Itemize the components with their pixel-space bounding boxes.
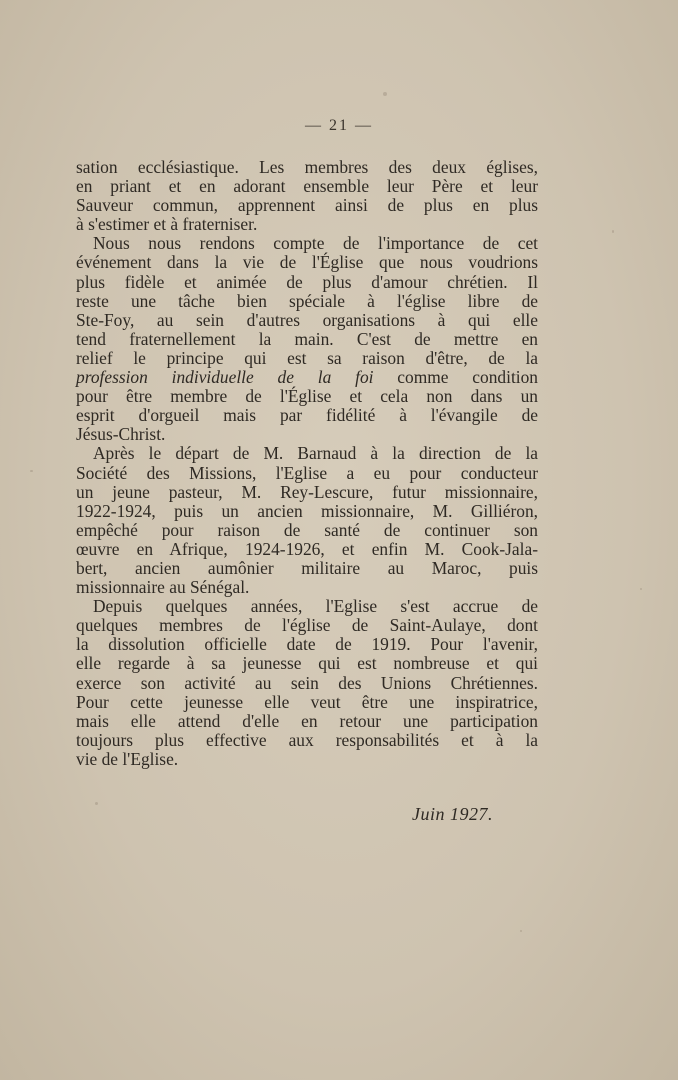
paper-speck xyxy=(383,92,387,96)
paragraph xyxy=(76,597,538,769)
text-line: vie de l'Eglise. xyxy=(76,748,179,769)
text-line: Depuis quelques années, l'Eglise s'est accrue de xyxy=(93,596,538,617)
text-line: Sauveur commun, apprennent ainsi de plus en plus xyxy=(76,195,538,216)
text-line: reste une tâche bien spéciale à l'église libre de xyxy=(76,290,538,311)
paper-speck xyxy=(612,230,614,233)
text-line: esprit d'orgueil mais par fidélité à l'évangile de xyxy=(76,405,538,426)
text-line: Ste-Foy, au sein d'autres organisations à qui elle xyxy=(76,309,538,330)
paper-speck xyxy=(30,470,33,472)
text-line: en priant et en adorant ensemble leur Père et leur xyxy=(76,176,538,197)
text-line: elle regarde à sa jeunesse qui est nombreuse et qui xyxy=(76,653,538,674)
text-line: la dissolution officielle date de 1919. Pour l'avenir, xyxy=(76,634,538,655)
text-line: mais elle attend d'elle en retour une participation xyxy=(76,710,538,731)
text-line: à s'estimer et à fraterniser. xyxy=(76,214,258,235)
page-number: — 21 — xyxy=(305,117,373,134)
paragraph xyxy=(76,234,538,444)
text-line: événement dans la vie de l'Église que nous voudrions xyxy=(76,252,538,273)
paragraph xyxy=(76,158,538,234)
paper-speck xyxy=(520,930,522,932)
text-line: 1922-1924, puis un ancien missionnaire, M. Gilliéron, xyxy=(76,500,538,521)
text-line: sation ecclésiastique. Les membres des deux églises, xyxy=(76,157,538,177)
text-line: Pour cette jeunesse elle veut être une inspiratrice, xyxy=(76,691,538,712)
text-line: plus fidèle et animée de plus d'amour chrétien. Il xyxy=(76,271,538,292)
text-line: quelques membres de l'église de Saint-Aulaye, dont xyxy=(76,615,538,636)
text-line: œuvre en Afrique, 1924-1926, et enfin M. Cook-Jala- xyxy=(76,538,538,559)
body-text xyxy=(76,158,538,769)
text-line: Après le départ de M. Barnaud à la direction de la xyxy=(93,443,538,464)
text-line: toujours plus effective aux responsabilités et à la xyxy=(76,729,538,750)
text-line: missionnaire au Sénégal. xyxy=(76,577,250,598)
text-line: tend fraternellement la main. C'est de mettre en xyxy=(76,328,538,349)
text-line: Jésus-Christ. xyxy=(76,424,166,445)
text-line: empêché pour raison de santé de continuer son xyxy=(76,519,538,540)
text-line: un jeune pasteur, M. Rey-Lescure, futur missionnaire, xyxy=(76,481,538,502)
signature-date: Juin 1927. xyxy=(412,804,493,824)
text-line: bert, ancien aumônier militaire au Maroc, puis xyxy=(76,557,538,578)
text-line: relief le principe qui est sa raison d'être, de la xyxy=(76,347,538,368)
paragraph xyxy=(76,444,538,597)
text-line: exerce son activité au sein des Unions Chrétiennes. xyxy=(76,672,538,693)
text-line: profession individuelle de la foi comme condition xyxy=(76,367,538,388)
text-line: pour être membre de l'Église et cela non dans un xyxy=(76,386,538,407)
text-line: Nous nous rendons compte de l'importance de cet xyxy=(93,233,538,254)
text-line: Société des Missions, l'Eglise a eu pour conducteur xyxy=(76,462,538,483)
paper-speck xyxy=(95,802,98,805)
paper-speck xyxy=(640,588,642,590)
italic-emphasis: profession individuelle de la foi xyxy=(76,367,374,388)
